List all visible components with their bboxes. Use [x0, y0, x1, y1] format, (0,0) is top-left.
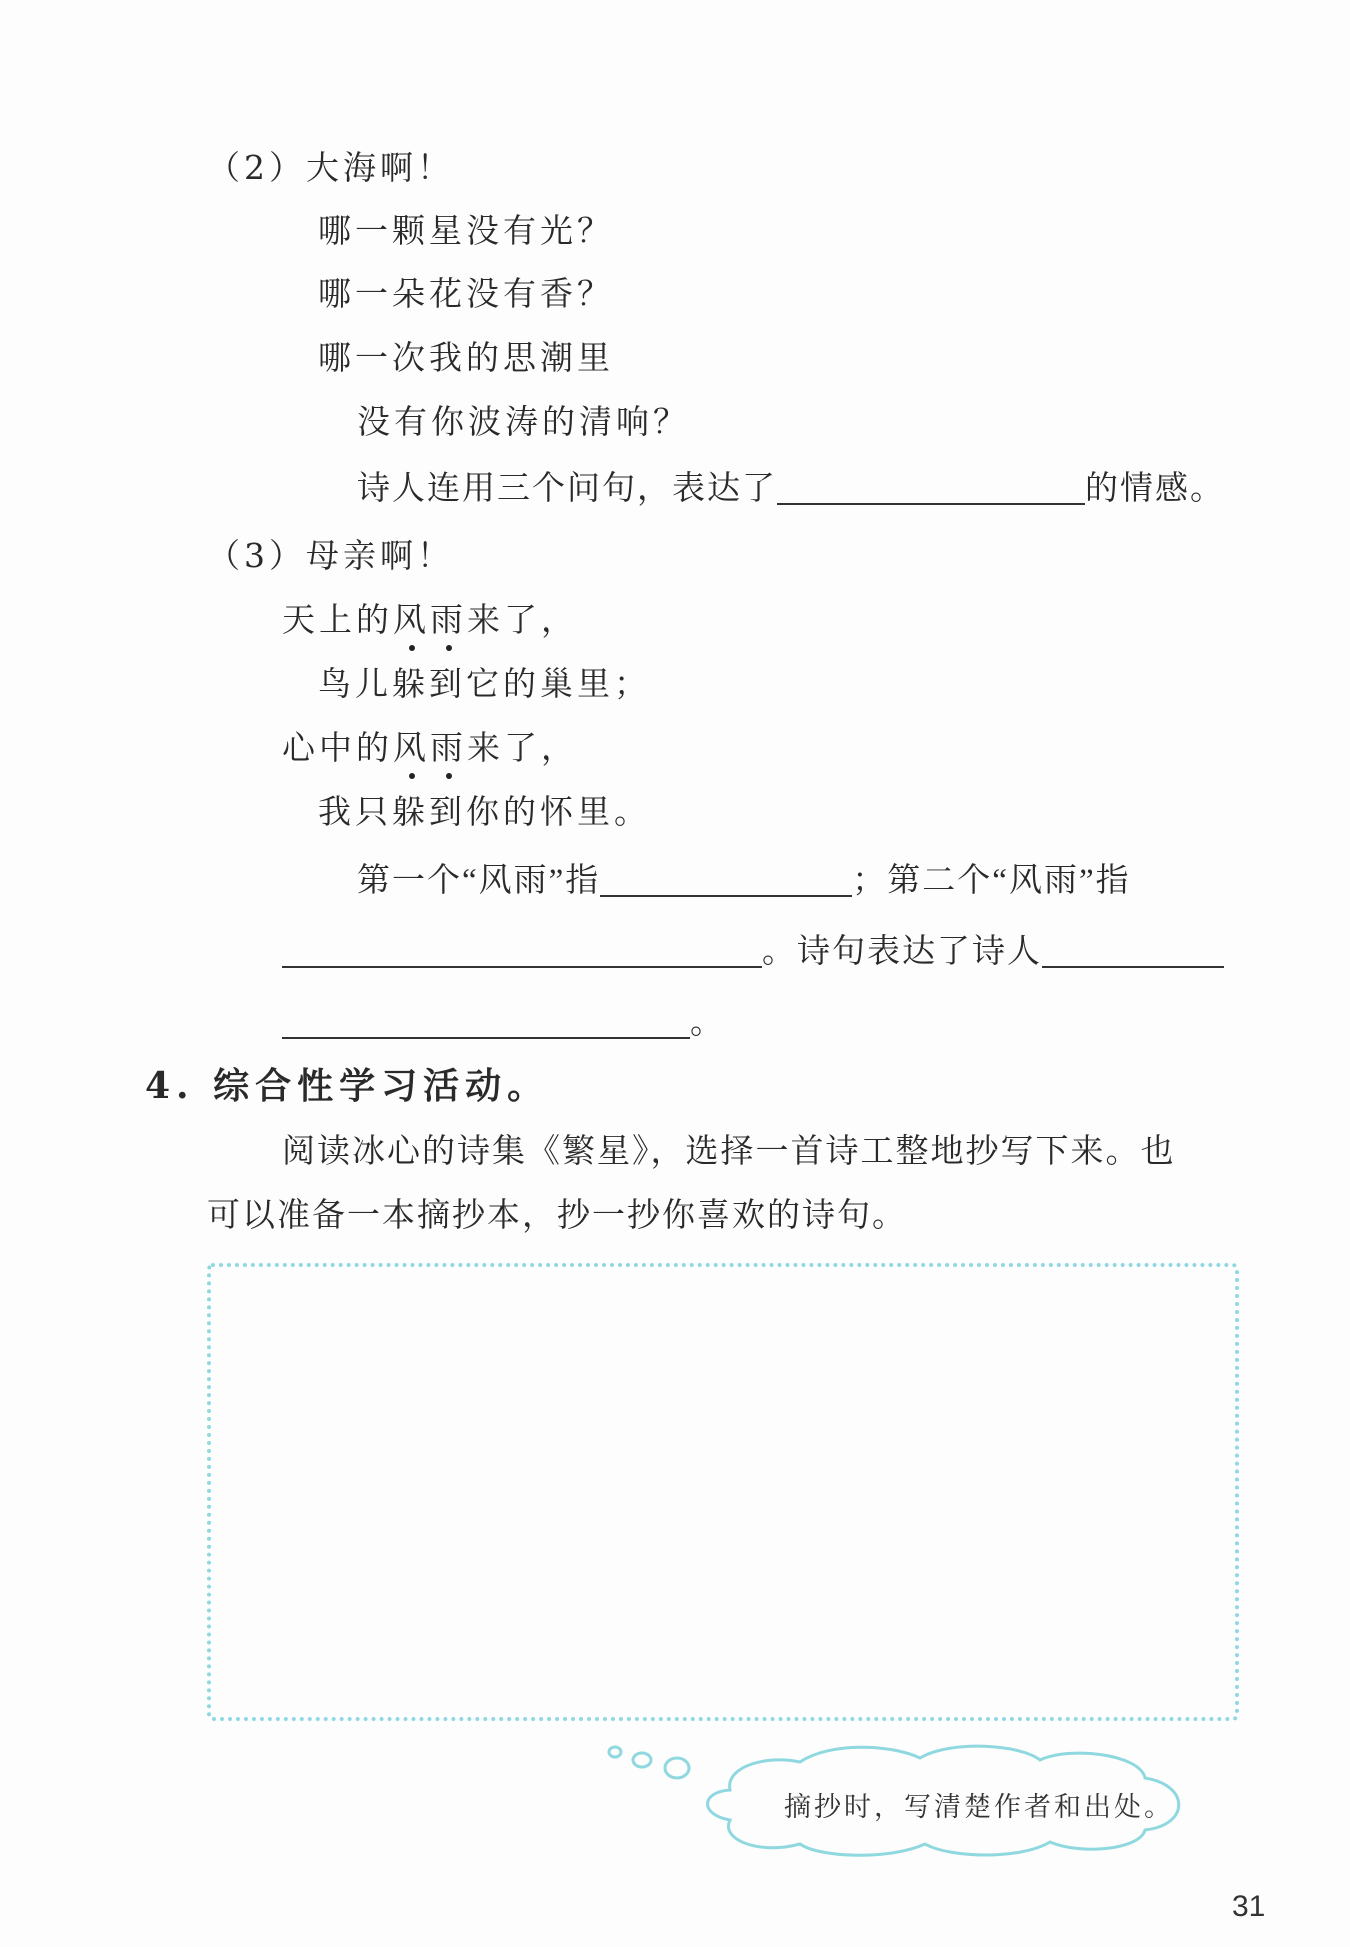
answer-blank-second-fengyu[interactable] [282, 932, 762, 968]
item3-question-row1 [357, 854, 1131, 901]
answer-blank-first-fengyu[interactable] [600, 861, 852, 897]
item3-poem-line-1 [282, 594, 578, 641]
item3-q-mid: 。诗句表达了诗人 [762, 934, 1042, 970]
answer-blank-poet-feeling[interactable] [1042, 932, 1224, 968]
tip-text: 摘抄时，写清楚作者和出处。 [784, 1792, 1174, 1823]
item3-q-first: 第一个“风雨”指 [357, 863, 601, 899]
item2-poem-line-2: 哪一朵花没有香？ [318, 274, 614, 313]
item3-title: 母亲啊！ [306, 536, 454, 575]
item3-question-row2 [282, 925, 1224, 972]
section4-heading: 4. 综合性学习活动。 [145, 1065, 550, 1107]
item3-line1-post: 来了， [467, 600, 578, 639]
item2-prompt-before: 诗人连用三个问句，表达了 [357, 471, 777, 507]
item2-question [357, 462, 1225, 509]
item2-prompt-after: 的情感。 [1085, 471, 1225, 507]
item2-title-line [207, 142, 454, 189]
item2-number: （2） [207, 148, 306, 187]
section4-paragraph-line-2: 可以准备一本摘抄本，抄一抄你喜欢的诗句。 [207, 1198, 907, 1234]
item2-title: 大海啊！ [306, 148, 454, 187]
item3-q-second: ；第二个“风雨”指 [852, 863, 1131, 899]
item3-question-row3 [282, 996, 725, 1043]
emphasis-fengyu-2 [393, 728, 467, 767]
item3-line1-pre: 天上的 [282, 600, 393, 639]
dot-char: 雨 [430, 600, 467, 639]
dot-char: 风 [393, 600, 430, 639]
item3-line3-post: 来了， [467, 728, 578, 767]
item2-poem-line-1: 哪一颗星没有光？ [318, 211, 614, 250]
item3-number: （3） [207, 536, 306, 575]
item2-poem-line-3: 哪一次我的思潮里 [318, 338, 614, 377]
item2-poem-line-4: 没有你波涛的清响？ [357, 402, 690, 441]
dot-char: 风 [393, 728, 430, 767]
answer-blank-poet-feeling-cont[interactable] [282, 1003, 690, 1039]
dot-char: 雨 [430, 728, 467, 767]
emphasis-fengyu-1 [393, 600, 467, 639]
item3-q-end: 。 [690, 1005, 725, 1041]
thought-bubble-large [665, 1758, 689, 1778]
poem-copy-area[interactable] [207, 1263, 1239, 1721]
thought-bubble-medium [633, 1753, 651, 1767]
answer-blank-emotion[interactable] [777, 469, 1085, 505]
item3-poem-line-2: 鸟儿躲到它的巢里； [318, 664, 651, 703]
item3-poem-line-3 [282, 722, 578, 769]
section4-paragraph-line-1: 阅读冰心的诗集《繁星》，选择一首诗工整地抄写下来。也 [282, 1134, 1176, 1170]
page-number: 31 [1232, 1890, 1266, 1923]
item3-title-line [207, 530, 454, 577]
item3-poem-line-4: 我只躲到你的怀里。 [318, 792, 651, 831]
item3-line3-pre: 心中的 [282, 728, 393, 767]
thought-bubble-small [609, 1747, 621, 1757]
